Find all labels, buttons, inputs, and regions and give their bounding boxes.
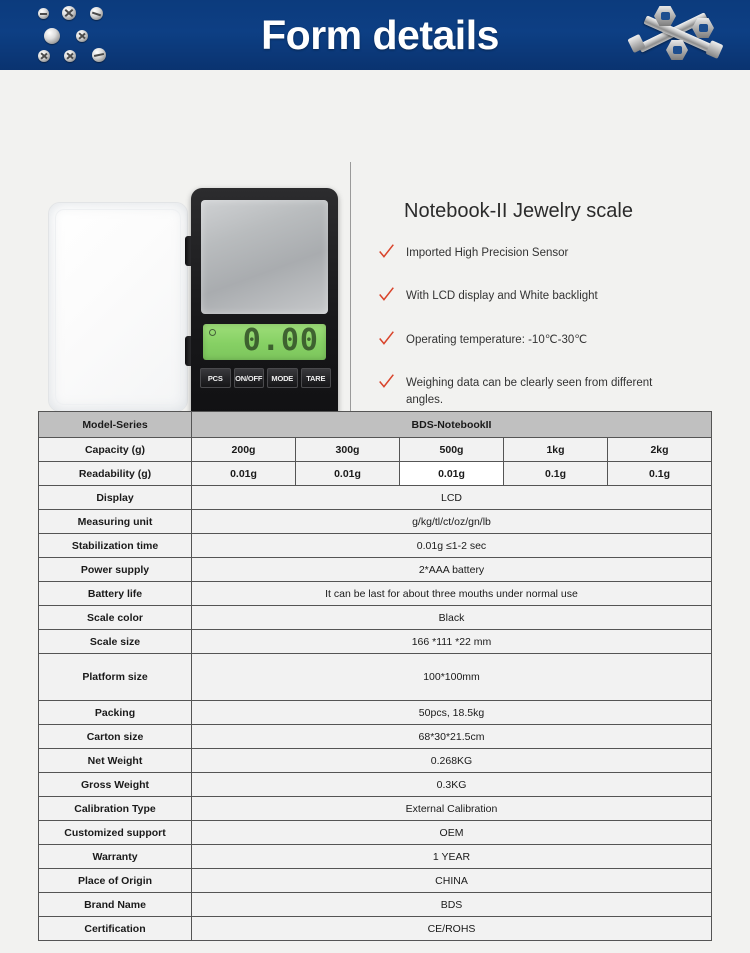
feature-text: Weighing data can be clearly seen from different angles. xyxy=(406,376,653,406)
table-row xyxy=(39,869,712,893)
spec-label: Battery life xyxy=(39,582,192,606)
spec-label: Power supply xyxy=(39,558,192,582)
readability-cell-highlighted: 0.01g xyxy=(400,462,504,486)
check-icon xyxy=(378,243,395,260)
spec-value: 0.01g ≤1-2 sec xyxy=(192,534,712,558)
spec-value: BDS xyxy=(192,893,712,917)
spec-label: Readability (g) xyxy=(39,462,192,486)
spec-value: CE/ROHS xyxy=(192,917,712,941)
spec-value: 166 *111 *22 mm xyxy=(192,630,712,654)
spec-label: Platform size xyxy=(39,654,192,701)
scale-lcd-display xyxy=(203,324,326,360)
product-name-heading: Notebook-II Jewelry scale xyxy=(404,200,633,222)
check-icon xyxy=(378,373,395,390)
feature-list-panel xyxy=(378,200,718,435)
table-row xyxy=(39,534,712,558)
spec-label: Model-Series xyxy=(39,412,192,438)
spec-label: Gross Weight xyxy=(39,773,192,797)
capacity-cell: 500g xyxy=(400,438,504,462)
table-row xyxy=(39,510,712,534)
spec-label: Measuring unit xyxy=(39,510,192,534)
table-row-readability xyxy=(39,462,712,486)
spec-table-generic-rows xyxy=(39,486,712,941)
table-row xyxy=(39,606,712,630)
scale-button-mode[interactable]: MODE xyxy=(267,368,298,388)
feature-text: Operating temperature: -10℃-30℃ xyxy=(406,333,588,346)
readability-cell: 0.01g xyxy=(296,462,400,486)
table-row xyxy=(39,917,712,941)
spec-value: 0.3KG xyxy=(192,773,712,797)
check-icon xyxy=(378,330,395,347)
table-row xyxy=(39,582,712,606)
spec-value: It can be last for about three mouths under normal use xyxy=(192,582,712,606)
scale-button-tare[interactable]: TARE xyxy=(301,368,332,388)
spec-label: Net Weight xyxy=(39,749,192,773)
check-icon xyxy=(378,286,395,303)
spec-value: 1 YEAR xyxy=(192,845,712,869)
scale-weighing-platform xyxy=(201,200,328,314)
spec-value: 68*30*21.5cm xyxy=(192,725,712,749)
spec-label: Customized support xyxy=(39,821,192,845)
spec-label: Warranty xyxy=(39,845,192,869)
spec-value: 2*AAA battery xyxy=(192,558,712,582)
table-row xyxy=(39,654,712,701)
spec-label: Carton size xyxy=(39,725,192,749)
spec-value: LCD xyxy=(192,486,712,510)
table-row xyxy=(39,749,712,773)
spec-label: Packing xyxy=(39,701,192,725)
spec-value: External Calibration xyxy=(192,797,712,821)
spec-label: Capacity (g) xyxy=(39,438,192,462)
scale-flip-cover xyxy=(48,202,188,412)
spec-label: Brand Name xyxy=(39,893,192,917)
lcd-weight-value: 0.00 xyxy=(242,324,319,358)
spec-label: Certification xyxy=(39,917,192,941)
spec-value: Black xyxy=(192,606,712,630)
spec-label: Calibration Type xyxy=(39,797,192,821)
table-row xyxy=(39,821,712,845)
table-row xyxy=(39,630,712,654)
table-row xyxy=(39,701,712,725)
spec-value: BDS-NotebookII xyxy=(192,412,712,438)
capacity-cell: 300g xyxy=(296,438,400,462)
table-row-capacity xyxy=(39,438,712,462)
spec-value: OEM xyxy=(192,821,712,845)
table-row xyxy=(39,893,712,917)
spec-label: Display xyxy=(39,486,192,510)
feature-text: Imported High Precision Sensor xyxy=(406,247,569,259)
readability-cell: 0.1g xyxy=(608,462,712,486)
specifications-table xyxy=(38,411,712,941)
readability-cell: 0.1g xyxy=(504,462,608,486)
spec-value: CHINA xyxy=(192,869,712,893)
feature-item xyxy=(378,332,686,349)
capacity-cell: 2kg xyxy=(608,438,712,462)
bolts-nuts-decoration xyxy=(624,2,732,68)
table-row-model-series xyxy=(39,412,712,438)
scale-button-onoff[interactable]: ON/OFF xyxy=(234,368,265,388)
feature-item xyxy=(378,375,686,410)
feature-text: With LCD display and White backlight xyxy=(406,290,598,303)
page-header-banner xyxy=(0,0,750,70)
spec-label: Scale color xyxy=(39,606,192,630)
capacity-cell: 1kg xyxy=(504,438,608,462)
spec-value: 100*100mm xyxy=(192,654,712,701)
spec-label: Place of Origin xyxy=(39,869,192,893)
table-row xyxy=(39,725,712,749)
spec-table-body xyxy=(39,412,712,486)
table-row xyxy=(39,797,712,821)
feature-item xyxy=(378,288,686,305)
feature-item xyxy=(378,245,686,262)
product-image-scale xyxy=(48,188,338,428)
page-title: Form details xyxy=(261,11,499,58)
spec-value: 0.268KG xyxy=(192,749,712,773)
table-row xyxy=(39,486,712,510)
spec-label: Scale size xyxy=(39,630,192,654)
spec-value: 50pcs, 18.5kg xyxy=(192,701,712,725)
scale-button-pcs[interactable]: PCS xyxy=(200,368,231,388)
lcd-indicator-icon xyxy=(209,329,216,336)
product-overview-section xyxy=(0,70,750,406)
table-row xyxy=(39,558,712,582)
scale-button-row xyxy=(200,368,331,388)
scale-body xyxy=(191,188,338,428)
table-row xyxy=(39,773,712,797)
readability-cell: 0.01g xyxy=(192,462,296,486)
table-row xyxy=(39,845,712,869)
capacity-cell: 200g xyxy=(192,438,296,462)
spec-label: Stabilization time xyxy=(39,534,192,558)
spec-value: g/kg/tl/ct/oz/gn/lb xyxy=(192,510,712,534)
